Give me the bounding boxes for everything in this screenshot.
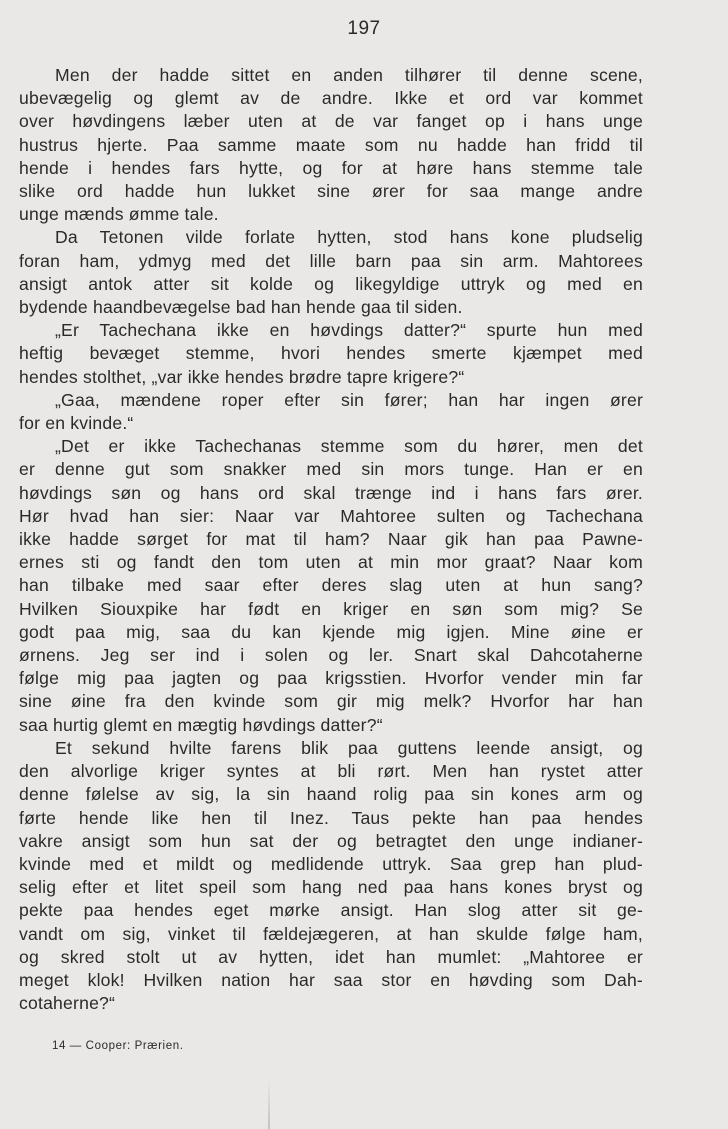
text-line: foran ham, ydmyg med det lille barn paa sin arm. Mahtorees [19, 250, 643, 271]
text-line: vakre ansigt som hun sat der og betragtet den unge indianer- [19, 830, 643, 851]
text-line: godt paa mig, saa du kan kjende mig igjen. Mine øine er [19, 621, 643, 642]
paragraph [19, 435, 643, 737]
text-line: over høvdingens læber uten at de var fanget op i hans unge [19, 111, 643, 132]
text-line: ørnens. Jeg ser ind i solen og ler. Snart skal Dahcotaherne [19, 645, 643, 666]
text-line: saa hurtig glemt en mægtig høvdings datter?“ [19, 714, 383, 735]
text-line: selig efter et litet speil som hang ned paa hans kones bryst og [19, 877, 643, 898]
text-line: unge mænds ømme tale. [19, 204, 219, 225]
text-line: hustrus hjerte. Paa samme maate som nu hadde han fridd til [19, 134, 643, 155]
text-line: Men der hadde sittet en anden tilhører til denne scene, [55, 65, 643, 85]
text-line: Hør hvad han sier: Naar var Mahtoree sulten og Tachechana [19, 505, 643, 526]
paragraph [19, 389, 643, 435]
text-line: hende i hendes fars hytte, og for at høre hans stemme tale [19, 157, 643, 178]
text-line: denne følelse av sig, la sin haand rolig paa sin kones arm og [19, 784, 643, 805]
text-line: „Gaa, mændene roper efter sin fører; han har ingen ører [55, 389, 643, 410]
text-line: vandt om sig, vinket til fældejægeren, at han skulde følge ham, [19, 923, 643, 944]
text-line: sine øine fra den kvinde som gir mig melk? Hvorfor har han [19, 691, 643, 712]
text-line: for en kvinde.“ [19, 413, 134, 434]
text-line: slike ord hadde hun lukket sine ører for saa mange andre [19, 181, 643, 202]
text-line: han tilbake med saar efter deres slag uten at hun sang? [19, 575, 643, 596]
text-line: hendes stolthet, „var ikke hendes brødre tapre krigere?“ [19, 366, 465, 387]
paragraph [19, 64, 643, 226]
paragraph [19, 737, 643, 1015]
text-line: kvinde med et mildt og medlidende uttryk. Saa grep han plud- [19, 853, 643, 874]
text-line: førte hende like hen til Inez. Taus pekte han paa hendes [19, 807, 643, 828]
text-line: „Det er ikke Tachechanas stemme som du hører, men det [55, 436, 643, 457]
text-line: høvdings søn og hans ord skal trænge ind i hans fars ører. [19, 482, 643, 503]
text-line: cotaherne?“ [19, 993, 116, 1014]
paragraph [19, 226, 643, 319]
page-edge-shadow [268, 1080, 270, 1129]
text-line: ernes sti og fandt den tom uten at min mor graat? Naar kom [19, 552, 643, 573]
text-line: den alvorlige kriger syntes at bli rørt. Men han rystet atter [19, 761, 643, 782]
paragraph [19, 319, 643, 389]
text-line: ansigt antok atter sit kolde og likegyldige uttryk og med en [19, 273, 643, 294]
printer-signature: 14 — Cooper: Prærien. [52, 1040, 184, 1052]
text-line: ubevægelig og glemt av de andre. Ikke et ord var kommet [19, 88, 643, 109]
text-line: Da Tetonen vilde forlate hytten, stod hans kone pludselig [55, 227, 643, 248]
text-line: bydende haandbevægelse bad han hende gaa til siden. [19, 297, 463, 318]
text-line: er denne gut som snakker med sin mors tunge. Han er en [19, 459, 643, 480]
text-line: følge mig paa jagten og paa krigsstien. Hvorfor vender min far [19, 668, 643, 689]
text-line: ikke hadde sørget for mat til ham? Naar gik han paa Pawne- [19, 529, 643, 550]
text-line: Et sekund hvilte farens blik paa guttens leende ansigt, og [55, 737, 643, 758]
text-line: Hvilken Siouxpike har født en kriger en søn som mig? Se [19, 598, 643, 619]
text-line: pekte paa hendes eget mørke ansigt. Han slog atter sit ge- [19, 900, 643, 921]
text-line: og skred stolt ut av hytten, idet han mumlet: „Mahtoree er [19, 946, 643, 967]
body-text [19, 64, 643, 1015]
text-line: heftig bevæget stemme, hvori hendes smerte kjæmpet med [19, 343, 643, 364]
text-line: „Er Tachechana ikke en høvdings datter?“ spurte hun med [55, 320, 643, 341]
page-number: 197 [347, 18, 381, 39]
text-line: meget klok! Hvilken nation har saa stor en høvding som Dah- [19, 969, 643, 990]
